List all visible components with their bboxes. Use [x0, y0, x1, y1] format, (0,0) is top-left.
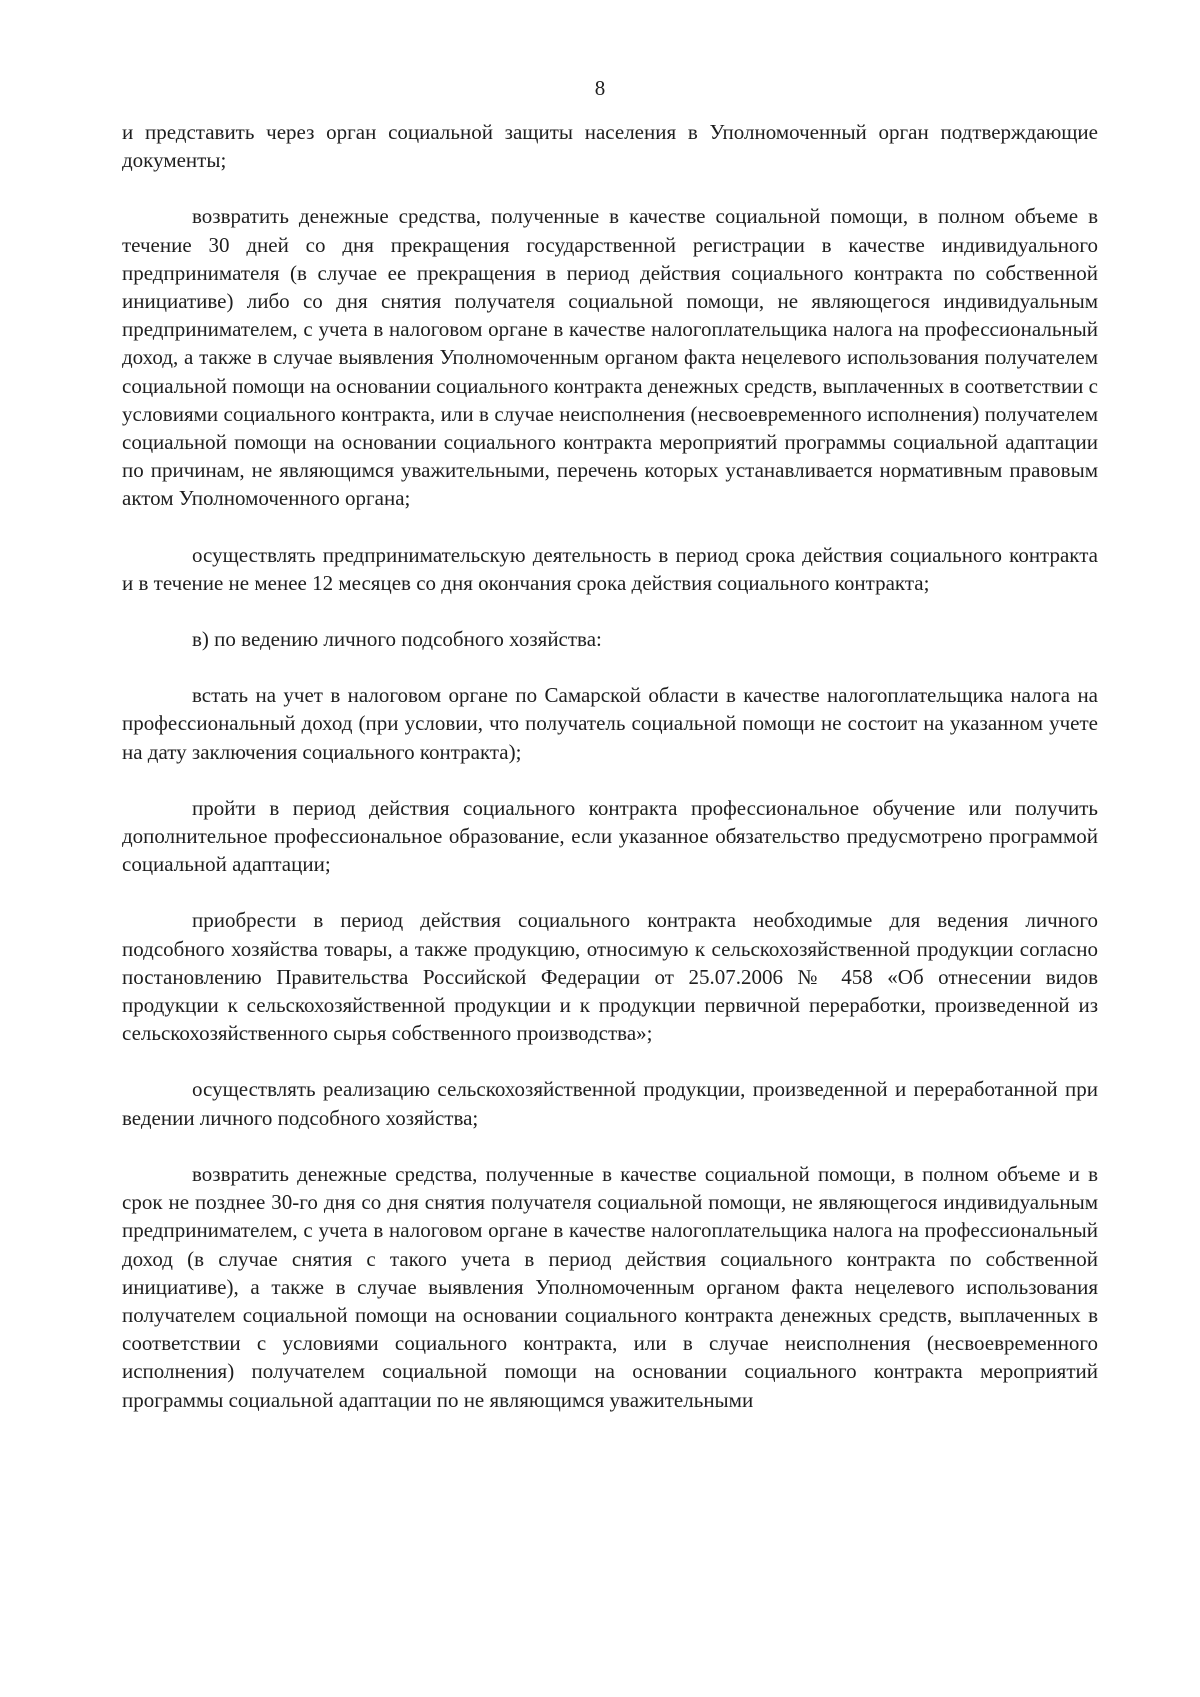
document-body: [122, 118, 1098, 1414]
section-heading: в) по ведению личного подсобного хозяйства:: [192, 627, 602, 652]
paragraph: пройти в период действия социального контракта профессиональное обучение или получить дополнительное профессиональное образование, если указанное обязательство предусмотрено программой социальной адаптации;: [122, 795, 1098, 877]
page-number: 8: [594, 76, 606, 100]
paragraph: встать на учет в налоговом органе по Самарской области в качестве налогоплательщика налога на профессиональный доход (при условии, что получатель социальной помощи не состоит на указанном учете на дату заключения социального контракта);: [122, 683, 1098, 764]
paragraph: осуществлять реализацию сельскохозяйственной продукции, произведенной и переработанной при ведении личного подсобного хозяйства;: [122, 1077, 1098, 1130]
paragraph-continuation: и представить через орган социальной защиты населения в Уполномоченный орган подтверждающие документы;: [122, 120, 1098, 173]
paragraph: возвратить денежные средства, полученные в качестве социальной помощи, в полном объеме и в срок не позднее 30-го дня со дня снятия получателя социальной помощи, не являющегося индивидуальным предпринимателем, с учета в налоговом органе в качестве налогоплательщика налога на профессиональный доход (в случае снятия с такого учета в период действия социального контракта по собственной инициативе), а также в случае выявления Уполномоченным органом факта нецелевого использования получателем социальной помощи на основании социального контракта денежных средств, выплаченных в соответствии с условиями социального контракта, или в случае неисполнения (несвоевременного исполнения) получателем социальной помощи на основании социального контракта мероприятий программы социальной адаптации по не являющимся уважительными: [122, 1161, 1098, 1412]
paragraph: приобрести в период действия социального контракта необходимые для ведения личного подсобного хозяйства товары, а также продукцию, относимую к сельскохозяйственной продукции согласно постановлению Правительства Российской Федерации от 25.07.2006 № 458 «Об отнесении видов продукции к сельскохозяйственной продукции и к продукции первичной переработки, произведенной из сельскохозяйственного сырья собственного производства»;: [122, 908, 1098, 1046]
paragraph: возвратить денежные средства, полученные в качестве социальной помощи, в полном объеме в течение 30 дней со дня прекращения государственной регистрации в качестве индивидуального предпринимателя (в случае ее прекращения в период действия социального контракта по собственной инициативе) либо со дня снятия получателя социальной помощи, не являющегося индивидуальным предпринимателем, с учета в налоговом органе в качестве налогоплательщика налога на профессиональный доход, а также в случае выявления Уполномоченным органом факта нецелевого использования получателем социальной помощи на основании социального контракта денежных средств, выплаченных в соответствии с условиями социального контракта, или в случае неисполнения (несвоевременного исполнения) получателем социальной помощи на основании социального контракта мероприятий программы социальной адаптации по причинам, не являющимся уважительными, перечень которых устанавливается нормативным правовым актом Уполномоченного органа;: [122, 204, 1098, 511]
paragraph: осуществлять предпринимательскую деятельность в период срока действия социального контракта и в течение не менее 12 месяцев со дня окончания срока действия социального контракта;: [122, 542, 1098, 595]
